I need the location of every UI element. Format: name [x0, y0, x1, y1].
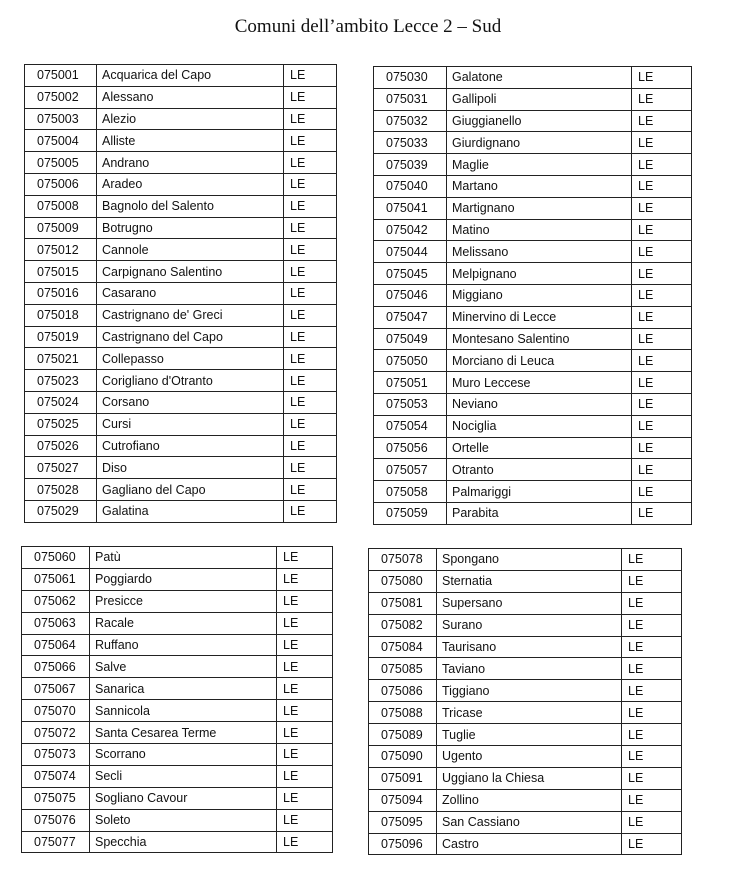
- province-code: LE: [632, 328, 692, 350]
- table-row: [22, 656, 333, 678]
- province-code: LE: [277, 568, 333, 590]
- table-row: [25, 195, 337, 217]
- comuni-table-3: [21, 546, 333, 853]
- table-row: [374, 306, 692, 328]
- comune-name: Parabita: [447, 502, 632, 524]
- province-code: LE: [277, 612, 333, 634]
- table-row: [369, 702, 682, 724]
- table-row: [22, 809, 333, 831]
- province-code: LE: [284, 479, 337, 501]
- table-row: [374, 459, 692, 481]
- comune-code: 075002: [25, 86, 97, 108]
- province-code: LE: [284, 413, 337, 435]
- comune-name: Corsano: [97, 391, 284, 413]
- comune-code: 075031: [374, 88, 447, 110]
- comune-code: 075021: [25, 348, 97, 370]
- province-code: LE: [284, 457, 337, 479]
- table-row: [22, 590, 333, 612]
- table-row: [374, 481, 692, 503]
- comune-name: Casarano: [97, 282, 284, 304]
- province-code: LE: [284, 173, 337, 195]
- province-code: LE: [284, 239, 337, 261]
- comune-code: 075054: [374, 415, 447, 437]
- comune-code: 075024: [25, 391, 97, 413]
- comune-code: 075070: [22, 700, 90, 722]
- comune-name: Diso: [97, 457, 284, 479]
- table-row: [22, 744, 333, 766]
- comune-code: 075047: [374, 306, 447, 328]
- province-code: LE: [284, 304, 337, 326]
- province-code: LE: [284, 130, 337, 152]
- table-row: [25, 435, 337, 457]
- province-code: LE: [622, 614, 682, 636]
- province-code: LE: [284, 282, 337, 304]
- comune-name: Cannole: [97, 239, 284, 261]
- comune-name: Melissano: [447, 241, 632, 263]
- province-code: LE: [284, 195, 337, 217]
- table-row: [374, 284, 692, 306]
- comune-code: 075050: [374, 350, 447, 372]
- comune-name: Secli: [90, 765, 277, 787]
- table-row: [25, 479, 337, 501]
- province-code: LE: [632, 372, 692, 394]
- table-row: [22, 547, 333, 569]
- comune-name: Palmariggi: [447, 481, 632, 503]
- table-row: [369, 592, 682, 614]
- table-row: [25, 282, 337, 304]
- comune-code: 075012: [25, 239, 97, 261]
- table-row: [369, 833, 682, 855]
- comune-code: 075016: [25, 282, 97, 304]
- province-code: LE: [632, 437, 692, 459]
- comune-name: San Cassiano: [437, 811, 622, 833]
- province-code: LE: [284, 435, 337, 457]
- province-code: LE: [622, 658, 682, 680]
- comune-code: 075056: [374, 437, 447, 459]
- table-row: [22, 787, 333, 809]
- comune-name: Ugento: [437, 746, 622, 768]
- province-code: LE: [622, 549, 682, 571]
- comune-code: 075084: [369, 636, 437, 658]
- province-code: LE: [284, 108, 337, 130]
- comune-code: 075018: [25, 304, 97, 326]
- comune-code: 075027: [25, 457, 97, 479]
- comune-name: Castrignano de' Greci: [97, 304, 284, 326]
- comune-name: Poggiardo: [90, 568, 277, 590]
- province-code: LE: [632, 415, 692, 437]
- comune-name: Melpignano: [447, 263, 632, 285]
- comune-code: 075009: [25, 217, 97, 239]
- table-row: [374, 372, 692, 394]
- comune-code: 075078: [369, 549, 437, 571]
- province-code: LE: [632, 67, 692, 89]
- comune-name: Salve: [90, 656, 277, 678]
- table-row: [369, 724, 682, 746]
- comune-code: 075066: [22, 656, 90, 678]
- table-row: [374, 502, 692, 524]
- table-row: [369, 570, 682, 592]
- province-code: LE: [277, 678, 333, 700]
- comune-name: Ruffano: [90, 634, 277, 656]
- comune-code: 075061: [22, 568, 90, 590]
- table-row: [22, 568, 333, 590]
- province-code: LE: [277, 656, 333, 678]
- comune-code: 075051: [374, 372, 447, 394]
- table-row: [25, 239, 337, 261]
- comune-code: 075059: [374, 502, 447, 524]
- comune-code: 075089: [369, 724, 437, 746]
- comune-name: Castrignano del Capo: [97, 326, 284, 348]
- comuni-table-4: [368, 548, 682, 855]
- comune-name: Racale: [90, 612, 277, 634]
- table-row: [374, 241, 692, 263]
- comune-name: Santa Cesarea Terme: [90, 722, 277, 744]
- province-code: LE: [632, 393, 692, 415]
- table-row: [374, 132, 692, 154]
- comune-code: 075080: [369, 570, 437, 592]
- comune-code: 075062: [22, 590, 90, 612]
- comune-code: 075081: [369, 592, 437, 614]
- province-code: LE: [632, 88, 692, 110]
- province-code: LE: [632, 110, 692, 132]
- comune-code: 075074: [22, 765, 90, 787]
- province-code: LE: [284, 217, 337, 239]
- table-row: [374, 154, 692, 176]
- province-code: LE: [277, 831, 333, 853]
- comune-code: 075057: [374, 459, 447, 481]
- comune-name: Supersano: [437, 592, 622, 614]
- comune-name: Galatone: [447, 67, 632, 89]
- comune-name: Galatina: [97, 500, 284, 522]
- comune-code: 075049: [374, 328, 447, 350]
- comune-code: 075091: [369, 767, 437, 789]
- table-row: [25, 173, 337, 195]
- province-code: LE: [632, 154, 692, 176]
- comune-code: 075096: [369, 833, 437, 855]
- province-code: LE: [277, 700, 333, 722]
- comune-name: Scorrano: [90, 744, 277, 766]
- comune-name: Alezio: [97, 108, 284, 130]
- table-row: [374, 393, 692, 415]
- table-row: [369, 789, 682, 811]
- comune-code: 075039: [374, 154, 447, 176]
- comune-name: Maglie: [447, 154, 632, 176]
- comune-name: Botrugno: [97, 217, 284, 239]
- province-code: LE: [284, 326, 337, 348]
- province-code: LE: [622, 592, 682, 614]
- comune-name: Presicce: [90, 590, 277, 612]
- comune-code: 075046: [374, 284, 447, 306]
- comune-name: Tiggiano: [437, 680, 622, 702]
- table-row: [374, 263, 692, 285]
- province-code: LE: [622, 789, 682, 811]
- comune-name: Collepasso: [97, 348, 284, 370]
- comune-name: Neviano: [447, 393, 632, 415]
- table-row: [25, 65, 337, 87]
- comune-code: 075073: [22, 744, 90, 766]
- table-row: [369, 549, 682, 571]
- comune-name: Alessano: [97, 86, 284, 108]
- comune-name: Tricase: [437, 702, 622, 724]
- comune-code: 075044: [374, 241, 447, 263]
- province-code: LE: [277, 547, 333, 569]
- table-row: [374, 88, 692, 110]
- province-code: LE: [632, 175, 692, 197]
- table-row: [374, 328, 692, 350]
- comune-code: 075085: [369, 658, 437, 680]
- table-row: [25, 217, 337, 239]
- comune-code: 075019: [25, 326, 97, 348]
- comune-code: 075094: [369, 789, 437, 811]
- table-row: [25, 348, 337, 370]
- table-row: [374, 197, 692, 219]
- comune-name: Giuggianello: [447, 110, 632, 132]
- table-row: [374, 437, 692, 459]
- province-code: LE: [632, 306, 692, 328]
- province-code: LE: [632, 284, 692, 306]
- comune-name: Uggiano la Chiesa: [437, 767, 622, 789]
- comune-name: Sannicola: [90, 700, 277, 722]
- table-row: [369, 614, 682, 636]
- comune-code: 075088: [369, 702, 437, 724]
- comune-name: Aradeo: [97, 173, 284, 195]
- comune-name: Matino: [447, 219, 632, 241]
- province-code: LE: [284, 370, 337, 392]
- province-code: LE: [622, 811, 682, 833]
- table-row: [22, 612, 333, 634]
- comune-code: 075086: [369, 680, 437, 702]
- comune-name: Patù: [90, 547, 277, 569]
- table-row: [374, 175, 692, 197]
- comune-name: Martignano: [447, 197, 632, 219]
- comune-code: 075064: [22, 634, 90, 656]
- comune-name: Taviano: [437, 658, 622, 680]
- comune-code: 075040: [374, 175, 447, 197]
- comune-name: Specchia: [90, 831, 277, 853]
- province-code: LE: [277, 634, 333, 656]
- comune-code: 075001: [25, 65, 97, 87]
- province-code: LE: [284, 65, 337, 87]
- table-row: [25, 500, 337, 522]
- province-code: LE: [622, 680, 682, 702]
- comune-name: Andrano: [97, 152, 284, 174]
- comune-name: Surano: [437, 614, 622, 636]
- province-code: LE: [632, 481, 692, 503]
- comune-code: 075023: [25, 370, 97, 392]
- table-row: [25, 130, 337, 152]
- table-row: [25, 304, 337, 326]
- table-row: [25, 457, 337, 479]
- table-row: [374, 350, 692, 372]
- comune-name: Otranto: [447, 459, 632, 481]
- comune-name: Morciano di Leuca: [447, 350, 632, 372]
- table-row: [25, 326, 337, 348]
- comune-name: Sogliano Cavour: [90, 787, 277, 809]
- comune-code: 075042: [374, 219, 447, 241]
- table-row: [25, 413, 337, 435]
- table-row: [369, 636, 682, 658]
- table-row: [369, 746, 682, 768]
- table-row: [374, 415, 692, 437]
- table-row: [22, 634, 333, 656]
- province-code: LE: [622, 767, 682, 789]
- comune-name: Castro: [437, 833, 622, 855]
- comune-name: Alliste: [97, 130, 284, 152]
- comune-name: Nociglia: [447, 415, 632, 437]
- province-code: LE: [632, 459, 692, 481]
- table-row: [22, 700, 333, 722]
- province-code: LE: [632, 241, 692, 263]
- comune-code: 075033: [374, 132, 447, 154]
- comune-code: 075006: [25, 173, 97, 195]
- comune-code: 075003: [25, 108, 97, 130]
- comune-name: Zollino: [437, 789, 622, 811]
- province-code: LE: [284, 348, 337, 370]
- comune-code: 075076: [22, 809, 90, 831]
- comune-code: 075026: [25, 435, 97, 457]
- province-code: LE: [284, 391, 337, 413]
- province-code: LE: [284, 500, 337, 522]
- province-code: LE: [284, 86, 337, 108]
- province-code: LE: [277, 744, 333, 766]
- comune-name: Tuglie: [437, 724, 622, 746]
- table-row: [374, 219, 692, 241]
- comune-code: 075095: [369, 811, 437, 833]
- comune-name: Montesano Salentino: [447, 328, 632, 350]
- comune-name: Ortelle: [447, 437, 632, 459]
- comuni-table-1: [24, 64, 337, 523]
- table-row: [374, 67, 692, 89]
- table-row: [374, 110, 692, 132]
- comune-code: 075028: [25, 479, 97, 501]
- comune-code: 075005: [25, 152, 97, 174]
- comune-name: Martano: [447, 175, 632, 197]
- comune-code: 075045: [374, 263, 447, 285]
- comune-code: 075067: [22, 678, 90, 700]
- province-code: LE: [277, 590, 333, 612]
- province-code: LE: [632, 350, 692, 372]
- comune-name: Sternatia: [437, 570, 622, 592]
- province-code: LE: [632, 219, 692, 241]
- comune-name: Cutrofiano: [97, 435, 284, 457]
- comune-code: 075082: [369, 614, 437, 636]
- table-row: [25, 152, 337, 174]
- table-row: [25, 86, 337, 108]
- table-row: [22, 765, 333, 787]
- province-code: LE: [622, 570, 682, 592]
- page-title: Comuni dell’ambito Lecce 2 – Sud: [234, 16, 502, 37]
- province-code: LE: [277, 765, 333, 787]
- table-row: [369, 658, 682, 680]
- comuni-table-2: [373, 66, 692, 525]
- province-code: LE: [622, 833, 682, 855]
- comune-code: 075063: [22, 612, 90, 634]
- province-code: LE: [632, 263, 692, 285]
- comune-name: Sanarica: [90, 678, 277, 700]
- comune-name: Miggiano: [447, 284, 632, 306]
- comune-code: 075077: [22, 831, 90, 853]
- comune-name: Taurisano: [437, 636, 622, 658]
- table-row: [22, 678, 333, 700]
- table-row: [25, 108, 337, 130]
- comune-name: Giurdignano: [447, 132, 632, 154]
- comune-name: Minervino di Lecce: [447, 306, 632, 328]
- comune-name: Cursi: [97, 413, 284, 435]
- comune-name: Corigliano d'Otranto: [97, 370, 284, 392]
- comune-name: Gagliano del Capo: [97, 479, 284, 501]
- comune-code: 075060: [22, 547, 90, 569]
- comune-name: Gallipoli: [447, 88, 632, 110]
- table-row: [25, 261, 337, 283]
- province-code: LE: [622, 724, 682, 746]
- comune-code: 075041: [374, 197, 447, 219]
- province-code: LE: [622, 636, 682, 658]
- province-code: LE: [284, 261, 337, 283]
- province-code: LE: [277, 722, 333, 744]
- comune-code: 075058: [374, 481, 447, 503]
- province-code: LE: [277, 809, 333, 831]
- comune-code: 075075: [22, 787, 90, 809]
- comune-code: 075090: [369, 746, 437, 768]
- province-code: LE: [277, 787, 333, 809]
- comune-name: Carpignano Salentino: [97, 261, 284, 283]
- province-code: LE: [632, 132, 692, 154]
- table-row: [25, 370, 337, 392]
- table-row: [22, 831, 333, 853]
- comune-code: 075025: [25, 413, 97, 435]
- comune-code: 075029: [25, 500, 97, 522]
- province-code: LE: [622, 746, 682, 768]
- comune-code: 075032: [374, 110, 447, 132]
- comune-code: 075053: [374, 393, 447, 415]
- comune-code: 075030: [374, 67, 447, 89]
- comune-name: Soleto: [90, 809, 277, 831]
- comune-name: Acquarica del Capo: [97, 65, 284, 87]
- table-row: [22, 722, 333, 744]
- comune-code: 075008: [25, 195, 97, 217]
- table-row: [25, 391, 337, 413]
- comune-code: 075072: [22, 722, 90, 744]
- comune-name: Muro Leccese: [447, 372, 632, 394]
- province-code: LE: [622, 702, 682, 724]
- table-row: [369, 811, 682, 833]
- table-row: [369, 767, 682, 789]
- comune-name: Spongano: [437, 549, 622, 571]
- comune-name: Bagnolo del Salento: [97, 195, 284, 217]
- comune-code: 075004: [25, 130, 97, 152]
- province-code: LE: [284, 152, 337, 174]
- province-code: LE: [632, 197, 692, 219]
- comune-code: 075015: [25, 261, 97, 283]
- province-code: LE: [632, 502, 692, 524]
- table-row: [369, 680, 682, 702]
